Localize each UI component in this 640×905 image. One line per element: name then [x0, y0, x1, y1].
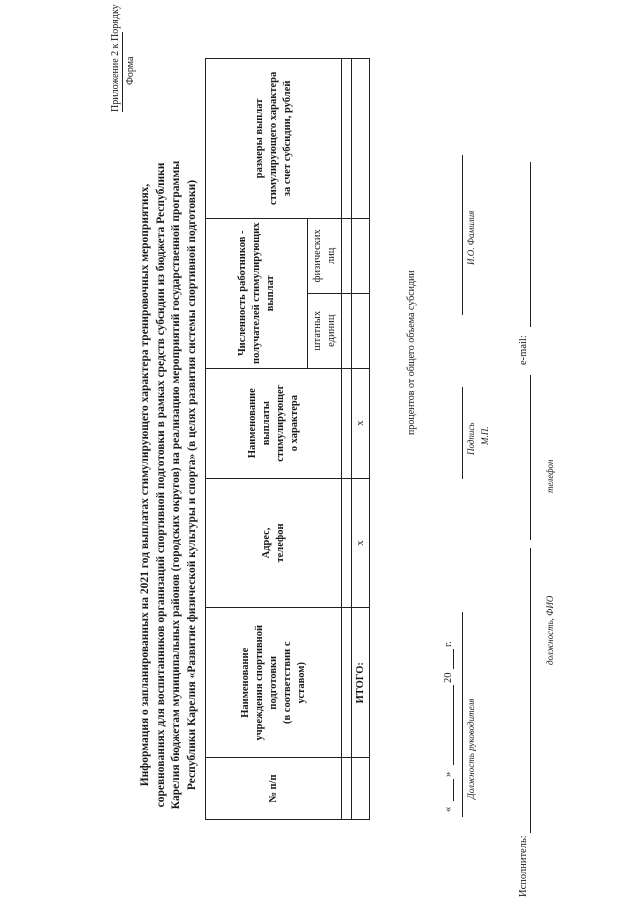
- payment-x-mark: x: [352, 368, 370, 478]
- name-line: [462, 155, 463, 315]
- title-line: Карелия бюджетам муниципальных районов (городских округов) на реализацию мероприятий государственной программы: [170, 160, 182, 810]
- percent-note: процентов от общего объема субсидии: [406, 270, 417, 435]
- date-month-line: [453, 685, 454, 765]
- header-cell-amount: размеры выплат стимулирующего характера за счет субсидии, рублей: [206, 59, 342, 219]
- date-year-suffix: г.: [443, 641, 454, 647]
- header-cell-payment-name: Наименование выплаты стимулирующег о характера: [206, 368, 342, 478]
- table-row: [342, 59, 352, 820]
- signature-label: Подпись: [466, 422, 476, 455]
- date-year-prefix: 20: [443, 672, 454, 683]
- executor-label: Исполнитель:: [518, 835, 529, 897]
- header-cell-recipient-count: Численность работников - получателей стимулирующих выплат: [206, 218, 308, 368]
- header-cell-address: Адрес, телефон: [206, 478, 342, 608]
- subheader-staff-units: штатных единиц: [308, 293, 342, 368]
- date-quote-open: «: [443, 806, 454, 812]
- subheader-physical-persons: физических лиц: [308, 218, 342, 293]
- title-line: Информация о запланированных на 2021 год выплатах стимулирующего характера тренировочных мероприятиях,: [139, 183, 151, 787]
- header-cell-institution: Наименование учреждения спортивной подготовки (в соответствии с уставом): [206, 608, 342, 758]
- executor-email-line: [530, 162, 531, 327]
- executor-position-fio: должность, ФИО: [545, 595, 555, 665]
- position-label: Должность руководителя: [466, 698, 476, 799]
- date-day-line: [453, 779, 454, 801]
- total-label: ИТОГО:: [352, 608, 370, 758]
- executor-email-label: e-mail:: [518, 335, 529, 365]
- date-year-line: [453, 649, 454, 669]
- header-cell-number: № п/п: [206, 758, 342, 820]
- appendix-note: Приложение 2 к Порядку: [110, 4, 121, 112]
- executor-phone: телефон: [545, 459, 555, 493]
- address-x-mark: x: [352, 478, 370, 608]
- form-label: Форма: [125, 56, 136, 85]
- name-label: И.О. Фамилия: [466, 210, 476, 265]
- document-title: [138, 125, 200, 845]
- stamp-label: М.П.: [480, 426, 490, 445]
- subsidy-table: [205, 58, 370, 820]
- executor-fio-line: [530, 548, 531, 833]
- total-row: [352, 59, 370, 820]
- executor-phone-line: [530, 375, 531, 540]
- title-line: Республики Карелия «Развитие физической культуры и спорта» (в целях развития системы спортивной подготовки): [185, 179, 198, 791]
- signature-line: [462, 387, 463, 479]
- appendix-underline: [122, 32, 123, 112]
- date-quote-close: »: [443, 771, 454, 777]
- position-signature-line: [462, 612, 463, 817]
- title-line: соревнованиях для воспитанников организаций спортивной подготовки в рамках средств субсидии из бюджета Республики: [154, 162, 167, 808]
